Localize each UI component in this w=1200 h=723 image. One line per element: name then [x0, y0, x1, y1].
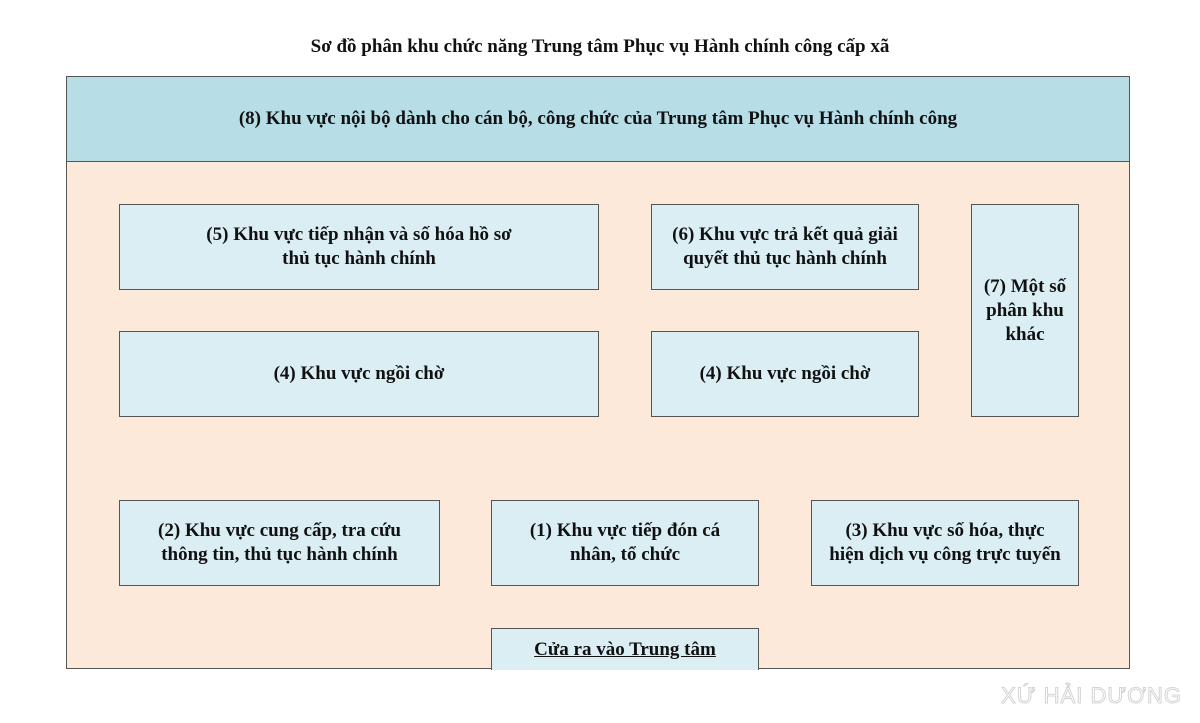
zone-5-reception-digitization [119, 204, 599, 290]
zone-1-line-2: nhân, tổ chức [569, 544, 681, 565]
zone-7-line-2: phân khu [986, 299, 1064, 321]
zone-7-line-1: (7) Một số [983, 275, 1067, 297]
zone-5-line-2: thủ tục hành chính [282, 248, 436, 269]
zone-2-line-1: (2) Khu vực cung cấp, tra cứu [158, 520, 401, 541]
center-entrance: Cửa ra vào Trung tâm [491, 628, 759, 670]
zone-4-waiting-area-right [651, 331, 919, 417]
zone-8-internal-area: (8) Khu vực nội bộ dành cho cán bộ, công chức của Trung tâm Phục vụ Hành chính công [66, 76, 1130, 162]
zone-4-left-label: (4) Khu vực ngồi chờ [273, 363, 445, 384]
zone-7-other-areas [971, 204, 1079, 417]
zone-4-right-label: (4) Khu vực ngồi chờ [699, 363, 871, 384]
zone-6-line-1: (6) Khu vực trả kết quả giải [672, 224, 898, 245]
zone-2-line-2: thông tin, thủ tục hành chính [161, 544, 398, 565]
zone-3-line-1: (3) Khu vực số hóa, thực [845, 520, 1045, 541]
zone-6-line-2: quyết thủ tục hành chính [683, 248, 887, 269]
diagram-title: Sơ đồ phân khu chức năng Trung tâm Phục vụ Hành chính công cấp xã [310, 36, 890, 57]
zone-1-welcome [491, 500, 759, 586]
zone-7-line-3: khác [1005, 323, 1045, 345]
zone-1-line-1: (1) Khu vực tiếp đón cá [529, 520, 721, 541]
zone-3-line-2: hiện dịch vụ công trực tuyến [829, 544, 1061, 565]
zone-2-information-lookup [119, 500, 440, 586]
zone-4-waiting-area-left [119, 331, 599, 417]
watermark-logo: XỨ HẢI DƯƠNG [1001, 683, 1182, 708]
zone-5-line-1: (5) Khu vực tiếp nhận và số hóa hồ sơ [206, 224, 512, 245]
zone-6-result-return [651, 204, 919, 290]
zone-3-digitization-online-services [811, 500, 1079, 586]
